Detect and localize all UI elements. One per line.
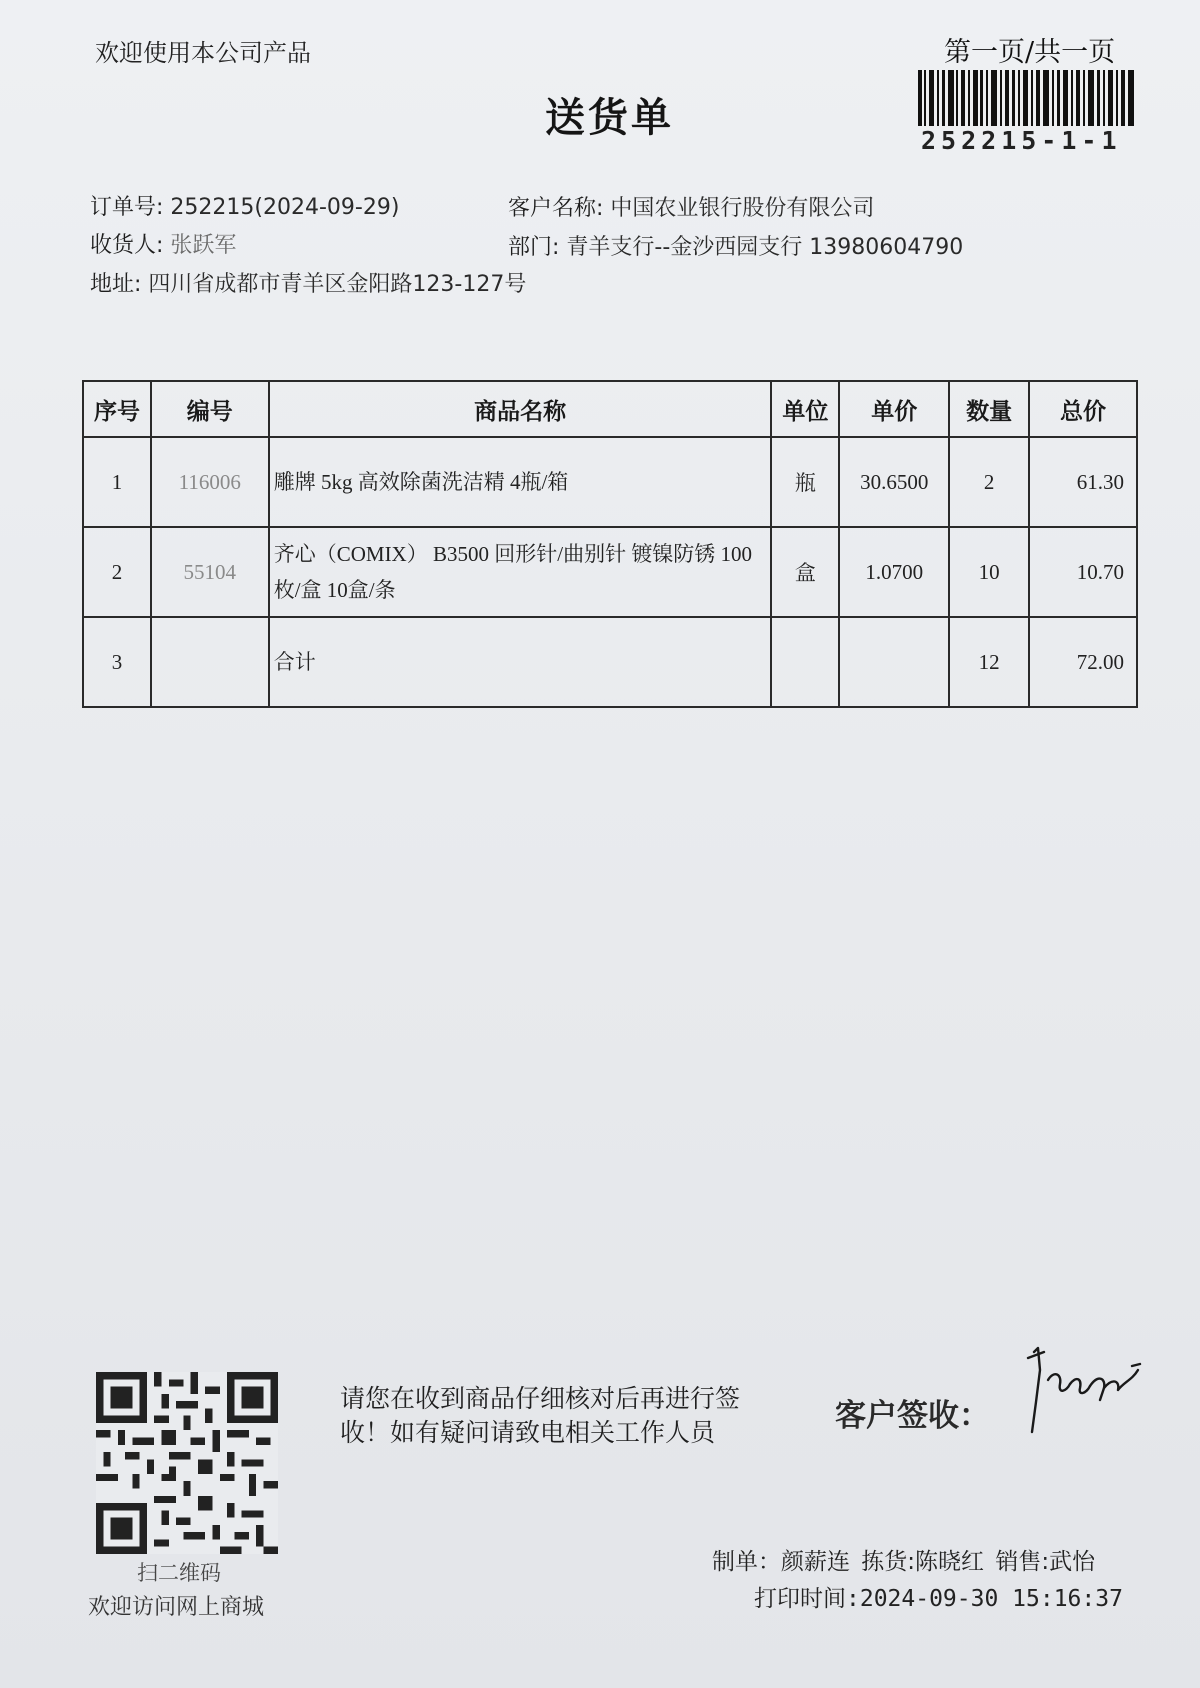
col-header-code: 编号	[151, 381, 269, 437]
cell-price: 30.6500	[839, 437, 949, 527]
cell-name: 雕牌 5kg 高效除菌洗洁精 4瓶/箱	[269, 437, 772, 527]
qr-code-icon	[96, 1372, 278, 1554]
cell-total: 10.70	[1029, 527, 1137, 617]
handwritten-signature-icon	[1020, 1340, 1160, 1450]
cell-qty: 2	[949, 437, 1029, 527]
page-number: 第一页/共一页	[944, 37, 1116, 68]
order-number-label: 订单号:	[90, 195, 164, 220]
receiver-label: 收货人:	[90, 233, 164, 258]
cell-seq: 2	[83, 527, 151, 617]
qr-caption-scan: 扫二维码	[137, 1561, 221, 1585]
order-number-field	[90, 190, 399, 221]
department-label: 部门:	[508, 235, 560, 260]
staff-info: 制单：颜薪连 拣货:陈晓红 销售:武怡	[712, 1549, 1096, 1575]
address-label: 地址:	[90, 272, 142, 297]
table-row-total	[83, 617, 1137, 707]
customer-value: 中国农业银行股份有限公司	[610, 196, 875, 221]
col-header-qty: 数量	[949, 381, 1029, 437]
welcome-text: 欢迎使用本公司产品	[95, 39, 311, 67]
cell-price	[839, 617, 949, 707]
col-header-price: 单价	[839, 381, 949, 437]
cell-total: 61.30	[1029, 437, 1137, 527]
cell-unit	[771, 617, 839, 707]
customer-label: 客户名称:	[508, 196, 604, 221]
cell-price: 1.0700	[839, 527, 949, 617]
print-time: 打印时间:2024-09-30 15:16:37	[754, 1586, 1123, 1612]
cell-qty: 12	[949, 617, 1029, 707]
order-number-value: 252215(2024-09-29)	[170, 195, 400, 220]
col-header-unit: 单位	[771, 381, 839, 437]
cell-unit: 盒	[771, 527, 839, 617]
table-header-row	[83, 381, 1137, 437]
department-field	[508, 230, 963, 261]
col-header-seq: 序号	[83, 381, 151, 437]
address-field	[90, 267, 526, 298]
cell-qty: 10	[949, 527, 1029, 617]
cell-code: 116006	[151, 437, 269, 527]
document-title: 送货单	[545, 95, 674, 141]
customer-field	[508, 191, 874, 222]
cell-name: 齐心（COMIX） B3500 回形针/曲别针 镀镍防锈 100枚/盒 10盒/条	[269, 527, 772, 617]
cell-total: 72.00	[1029, 617, 1137, 707]
receiver-field	[90, 228, 236, 259]
address-value: 四川省成都市青羊区金阳路123-127号	[148, 272, 527, 297]
cell-name: 合计	[269, 617, 772, 707]
department-value: 青羊支行--金沙西园支行 13980604790	[566, 235, 964, 260]
table-row	[83, 527, 1137, 617]
cell-seq: 1	[83, 437, 151, 527]
cell-code: 55104	[151, 527, 269, 617]
barcode-number: 252215-1-1	[921, 126, 1122, 155]
customer-signature-label: 客户签收：	[835, 1398, 990, 1434]
col-header-total: 总价	[1029, 381, 1137, 437]
cell-code	[151, 617, 269, 707]
cell-seq: 3	[83, 617, 151, 707]
receiver-value: 张跃军	[170, 233, 237, 258]
col-header-name: 商品名称	[269, 381, 772, 437]
barcode-icon	[918, 70, 1134, 126]
items-table	[82, 380, 1138, 708]
qr-caption-visit: 欢迎访问网上商城	[88, 1595, 265, 1620]
cell-unit: 瓶	[771, 437, 839, 527]
check-notice: 请您在收到商品仔细核对后再进行签收！如有疑问请致电相关工作人员	[340, 1384, 741, 1447]
table-row	[83, 437, 1137, 527]
